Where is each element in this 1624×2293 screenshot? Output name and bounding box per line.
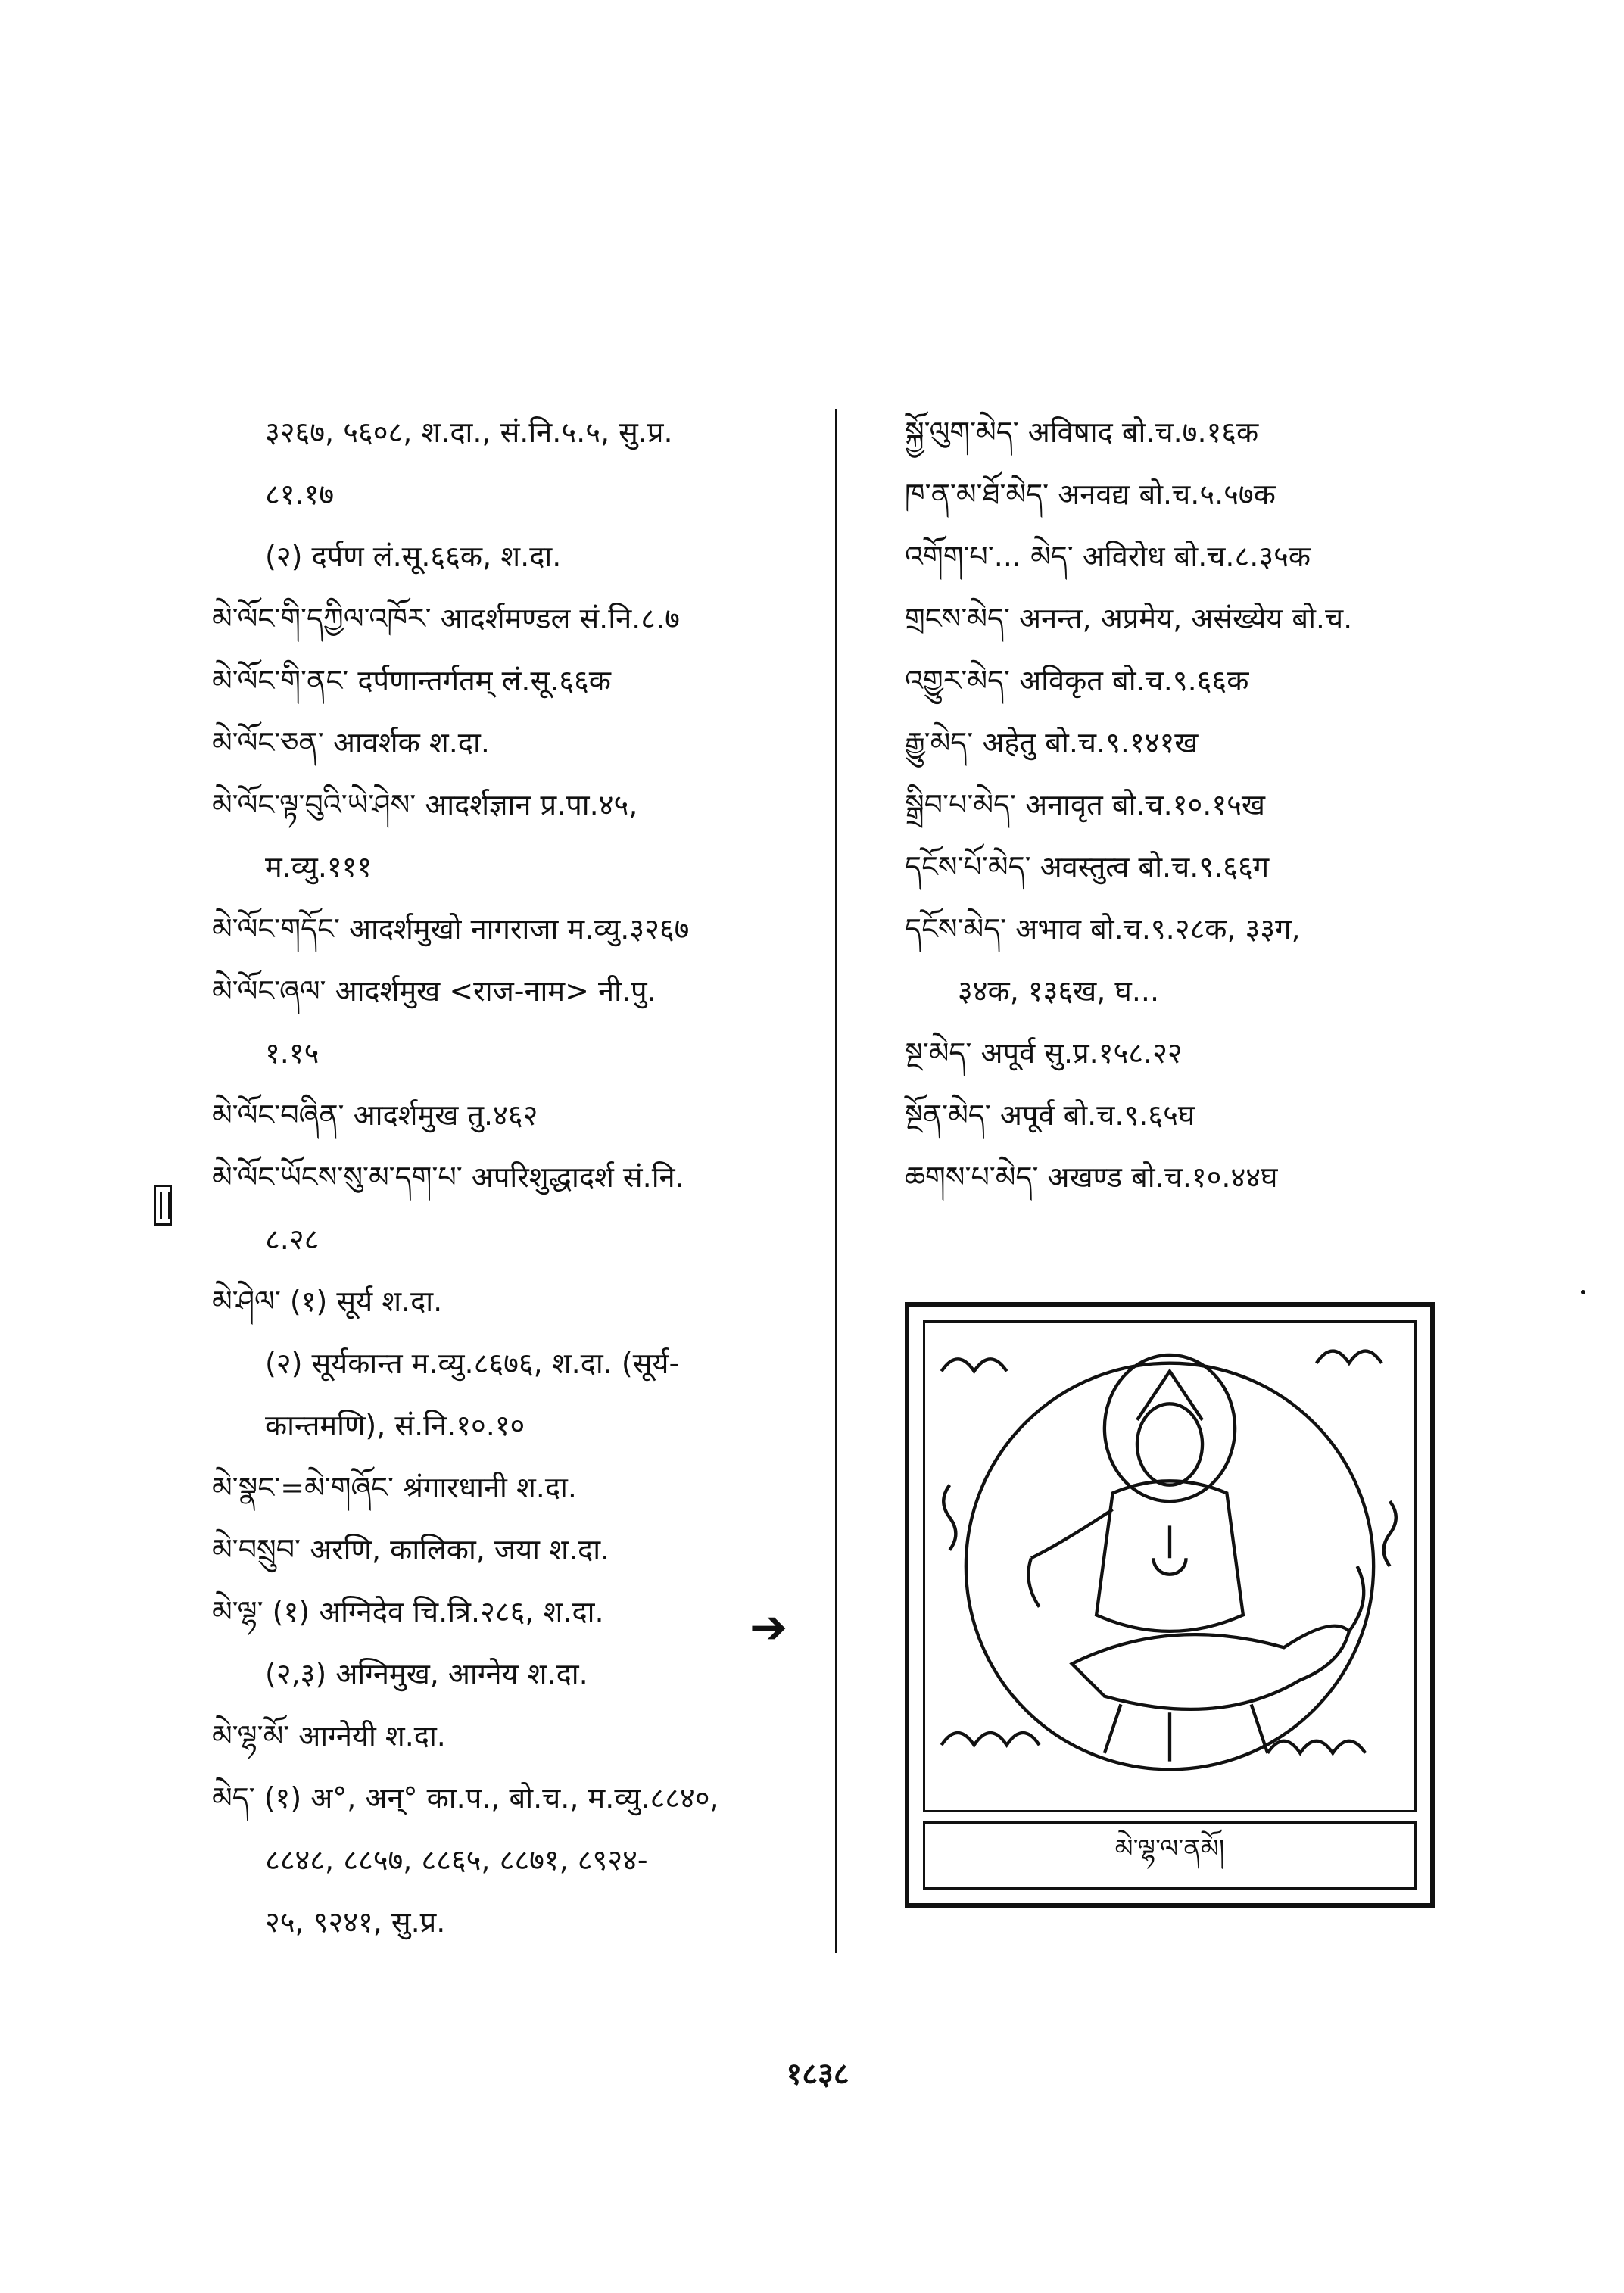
dictionary-entry-line: ८.२८ bbox=[265, 1223, 320, 1256]
dictionary-entry-line: ཁ་ན་མ་ཐོ་མེད་ अनवद्य बो.च.५.५७क bbox=[905, 478, 1276, 511]
dictionary-entry-line: འགྱུར་མེད་ अविकृत बो.च.९.६६क bbox=[905, 664, 1249, 697]
dictionary-entry-line: ८१.१७ bbox=[265, 478, 335, 511]
dictionary-entry-line: མེ་ལྷ་ (१) अग्निदेव चि.त्रि.२८६, श.दा. bbox=[212, 1595, 604, 1628]
deity-drawing bbox=[925, 1323, 1414, 1810]
margin-dot bbox=[1581, 1290, 1585, 1294]
dictionary-entry-line: མེ་སྣང་=མེ་གཞོང་ श्रंगारधानी श.दा. bbox=[212, 1471, 577, 1504]
dictionary-entry-line: དངོས་མེད་ अभाव बो.च.९.२८क, ३३ग, bbox=[905, 912, 1301, 946]
dictionary-entry-line: མེ་ལོང་གི་ནང་ दर्पणान्तर्गतम् लं.सू.६६क bbox=[212, 664, 611, 697]
dictionary-entry-line: ཆགས་པ་མེད་ अखण्ड बो.च.१०.४४घ bbox=[905, 1161, 1278, 1194]
dictionary-entry-line: མེ་ལྷ་མོ་ आग्नेयी श.दा. bbox=[212, 1719, 446, 1752]
dictionary-entry-line: མེ་ལོང་བཞིན་ आदर्शमुख तु.४६२ bbox=[212, 1098, 538, 1132]
page-number: १८३८ bbox=[786, 2057, 849, 2092]
dictionary-entry-line: རྒྱུ་མེད་ अहेतु बो.च.९.१४१ख bbox=[905, 726, 1199, 759]
dictionary-entry-line: མེ་ལོང་ཡོངས་སུ་མ་དག་པ་ अपरिशुद्धादर्श सं.नि. bbox=[212, 1161, 684, 1194]
dictionary-entry-line: མེ་ལོང་གདོང་ आदर्शमुखो नागराजा म.व्यु.३२६७ bbox=[212, 912, 690, 946]
arrow-icon: ➔ bbox=[750, 1601, 788, 1654]
illustration-caption: མེ་ལྷ་ལ་ནམོ། bbox=[923, 1821, 1417, 1890]
dictionary-entry-line: མེ་བསྲུབ་ अरणि, कालिका, जया श.दा. bbox=[212, 1533, 610, 1566]
dictionary-entry-line: སྔ་མེད་ अपूर्व सु.प्र.१५८.२२ bbox=[905, 1036, 1183, 1070]
dictionary-entry-line: མེ་ཤེལ་ (१) सूर्य श.दा. bbox=[212, 1285, 443, 1318]
dictionary-entry-line: (२) दर्पण लं.सू.६६क, श.दा. bbox=[265, 540, 562, 573]
dictionary-entry-line: (२) सूर्यकान्त म.व्यु.८६७६, श.दा. (सूर्य- bbox=[265, 1347, 680, 1380]
dictionary-entry-line: གྲངས་མེད་ अनन्त, अप्रमेय, असंख्येय बो.च. bbox=[905, 602, 1353, 635]
dictionary-entry-line: कान्तमणि), सं.नि.१०.१० bbox=[265, 1409, 525, 1442]
dictionary-entry-line: १.१५ bbox=[265, 1036, 320, 1070]
left-column bbox=[212, 401, 818, 1953]
dictionary-entry-line: འགོག་པ་... མེད་ अविरोध बो.च.८.३५क bbox=[905, 540, 1311, 573]
dictionary-entry-line: སྒྲིབ་པ་མེད་ अनावृत बो.च.१०.१५ख bbox=[905, 788, 1265, 821]
illustration-frame bbox=[923, 1320, 1417, 1812]
dictionary-entry-line: སྔོན་མེད་ अपूर्व बो.च.९.६५घ bbox=[905, 1098, 1195, 1132]
dictionary-entry-line: ३२६७, ५६०८, श.दा., सं.नि.५.५, सु.प्र. bbox=[265, 416, 673, 449]
dictionary-entry-line: མེ་ལོང་ཞལ་ आदर्शमुख <राज-नाम> नी.पु. bbox=[212, 974, 656, 1008]
dictionary-entry-line: དངོས་པོ་མེད་ अवस्तुत्व बो.च.९.६६ग bbox=[905, 850, 1270, 883]
margin-marker-icon bbox=[154, 1185, 172, 1226]
dictionary-entry-line: མེ་ལོང་གི་དཀྱིལ་འཁོར་ आदर्शमण्डल सं.नि.८.७ bbox=[212, 602, 680, 635]
dictionary-entry-line: म.व्यु.१११ bbox=[265, 850, 372, 883]
dictionary-entry-line: མེ་ལོང་ཅན་ आवर्शक श.दा. bbox=[212, 726, 490, 759]
dictionary-entry-line: མེད་ (१) अ°, अन्° का.प., बो.च., म.व्यु.८८४०, bbox=[212, 1781, 719, 1815]
dictionary-entry-line: (२,३) अग्निमुख, आग्नेय श.दा. bbox=[265, 1657, 588, 1690]
dictionary-entry-line: ३४क, १३६ख, घ... bbox=[958, 974, 1160, 1008]
dictionary-entry-line: २५, ९२४१, सु.प्र. bbox=[265, 1905, 446, 1939]
right-column bbox=[905, 401, 1480, 1208]
dictionary-entry-line: སྐྱོ་ལུག་མེད་ अविषाद बो.च.७.१६क bbox=[905, 416, 1259, 449]
column-divider bbox=[835, 409, 837, 1953]
agni-deity-illustration bbox=[905, 1302, 1435, 1908]
dictionary-entry-line: ८८४८, ८८५७, ८८६५, ८८७१, ८९२४- bbox=[265, 1843, 648, 1877]
dictionary-entry-line: མེ་ལོང་ལྟ་བུའི་ཡེ་ཤེས་ आदर्शज्ञान प्र.पा.४५, bbox=[212, 788, 638, 821]
